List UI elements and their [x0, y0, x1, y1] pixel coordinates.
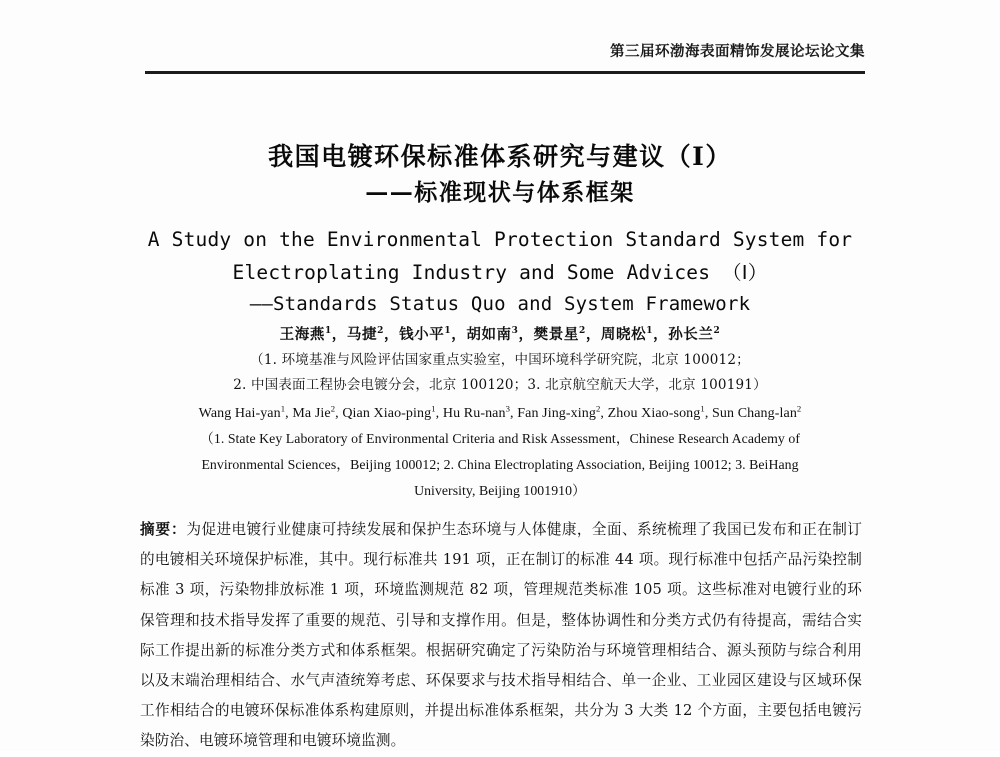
abstract-section [140, 515, 862, 757]
author-affiliation-marker: 2 [330, 403, 336, 414]
author-name: 周晓松$^1$ [600, 326, 654, 343]
abstract-label: 摘要： [140, 521, 187, 538]
author-separator: , [510, 406, 518, 421]
title-block [100, 138, 900, 320]
author-separator: ， [451, 326, 467, 343]
author-separator: , [285, 406, 293, 421]
author-name: 樊景星$^2$ [533, 326, 586, 343]
author-affiliation-marker: 2 [578, 326, 586, 337]
author-separator: , [435, 406, 443, 421]
affiliation-english-line1: （1. State Key Laboratory of Environmental Criteria and Risk Assessment，Chinese Research Academy of [200, 431, 800, 446]
author-affiliation-marker: 2 [377, 326, 384, 337]
author-name: Fan Jing-xing$^2$ [517, 403, 601, 421]
author-separator: ， [383, 326, 400, 343]
author-separator: , [704, 406, 713, 421]
abstract-body: 为促进电镀行业健康可持续发展和保护生态环境与人体健康，全面、系统梳理了我国已发布和正在制订的电镀相关环境保护标准，其中。现行标准共 191 项，正在制订的标准 44 项。现行标准中包括产品污染控制标准 3 项，污染物排放标准 1 项，环境监测规范 82 项，管理规范类标准 105 项。这些标准对电镀行业的环保管理和技术指导发挥了重要的规范、引导和支撑作用。但是，整体协调性和分类方式仍有待提高，需结合实际工作提出新的标准分类方式和体系框架。根据研究确定了污染防治与环境管理相结合、源头预防与综合利用以及末端治理相结合、水气声渣统筹考虑、环保要求与技术指导相结合、单一企业、工业园区建设与区域环保工作相结合的电镀环保标准体系构建原则，并提出标准体系框架，共分为 3 大类 12 个方面，主要包括电镀污染防治、电镀环境管理和电镀环境监测。 [140, 521, 862, 750]
author-name: 马捷$^2$ [346, 326, 384, 343]
author-affiliation-marker: 3 [511, 326, 519, 337]
author-name: Hu Ru-nan$^3$ [442, 403, 511, 421]
author-name: Zhou Xiao-song$^1$ [607, 403, 705, 421]
author-name: 孙长兰$^2$ [668, 326, 721, 343]
author-name: Qian Xiao-ping$^1$ [342, 403, 436, 421]
affiliation-english-line3: University, Beijing 1001910） [414, 483, 586, 498]
affiliation-english-line2: Environmental Sciences，Beijing 100012; 2. China Electroplating Association, Beijing 10012; 3. BeiHang [201, 457, 799, 472]
page-title-chinese: 我国电镀环保标准体系研究与建议（Ⅰ） [268, 142, 732, 171]
author-separator: ， [331, 326, 347, 343]
affiliation-chinese-line2: 2. 中国表面工程协会电镀分会，北京 100120；3. 北京航空航天大学，北京 100191） [233, 377, 767, 393]
author-affiliation-marker: 3 [505, 403, 511, 414]
affiliation-chinese-line1: （1. 环境基准与风险评估国家重点实验室，中国环境科学研究院，北京 100012； [250, 352, 750, 368]
author-separator: , [335, 406, 343, 421]
author-affiliation-marker: 2 [713, 326, 721, 337]
author-name: Sun Chang-lan$^2$ [712, 403, 802, 421]
authors-block [100, 322, 900, 504]
running-header: 第三届环渤海表面精饰发展论坛论文集 [610, 43, 865, 60]
author-affiliation-marker: 2 [796, 403, 802, 414]
header-rule-divider [145, 71, 865, 74]
author-affiliation-marker: 1 [700, 403, 705, 414]
author-name: 胡如南$^3$ [466, 326, 519, 343]
authors-chinese [100, 322, 900, 348]
author-affiliation-marker: 1 [646, 326, 654, 337]
author-affiliation-marker: 1 [280, 403, 286, 414]
page-subtitle-chinese: ——标准现状与体系框架 [365, 179, 635, 206]
author-separator: ， [518, 326, 534, 343]
page-title-english-line2: Electroplating Industry and Some Advices （Ⅰ） [232, 261, 768, 284]
author-name: 王海燕$^1$ [279, 326, 332, 343]
author-name: 钱小平$^1$ [399, 326, 452, 343]
author-affiliation-marker: 1 [431, 403, 436, 414]
author-separator: ， [653, 326, 669, 343]
author-separator: , [600, 406, 608, 421]
authors-english [100, 401, 900, 426]
author-affiliation-marker: 1 [444, 326, 452, 337]
page-title-english-line1: A Study on the Environmental Protection Standard System for [147, 228, 853, 251]
author-separator: ， [585, 326, 601, 343]
author-affiliation-marker: 1 [324, 326, 332, 337]
author-name: Ma Jie$^2$ [292, 403, 336, 421]
page-subtitle-english: ——Standards Status Quo and System Framework [249, 293, 751, 315]
author-name: Wang Hai-yan$^1$ [198, 403, 286, 421]
author-affiliation-marker: 2 [595, 403, 601, 414]
